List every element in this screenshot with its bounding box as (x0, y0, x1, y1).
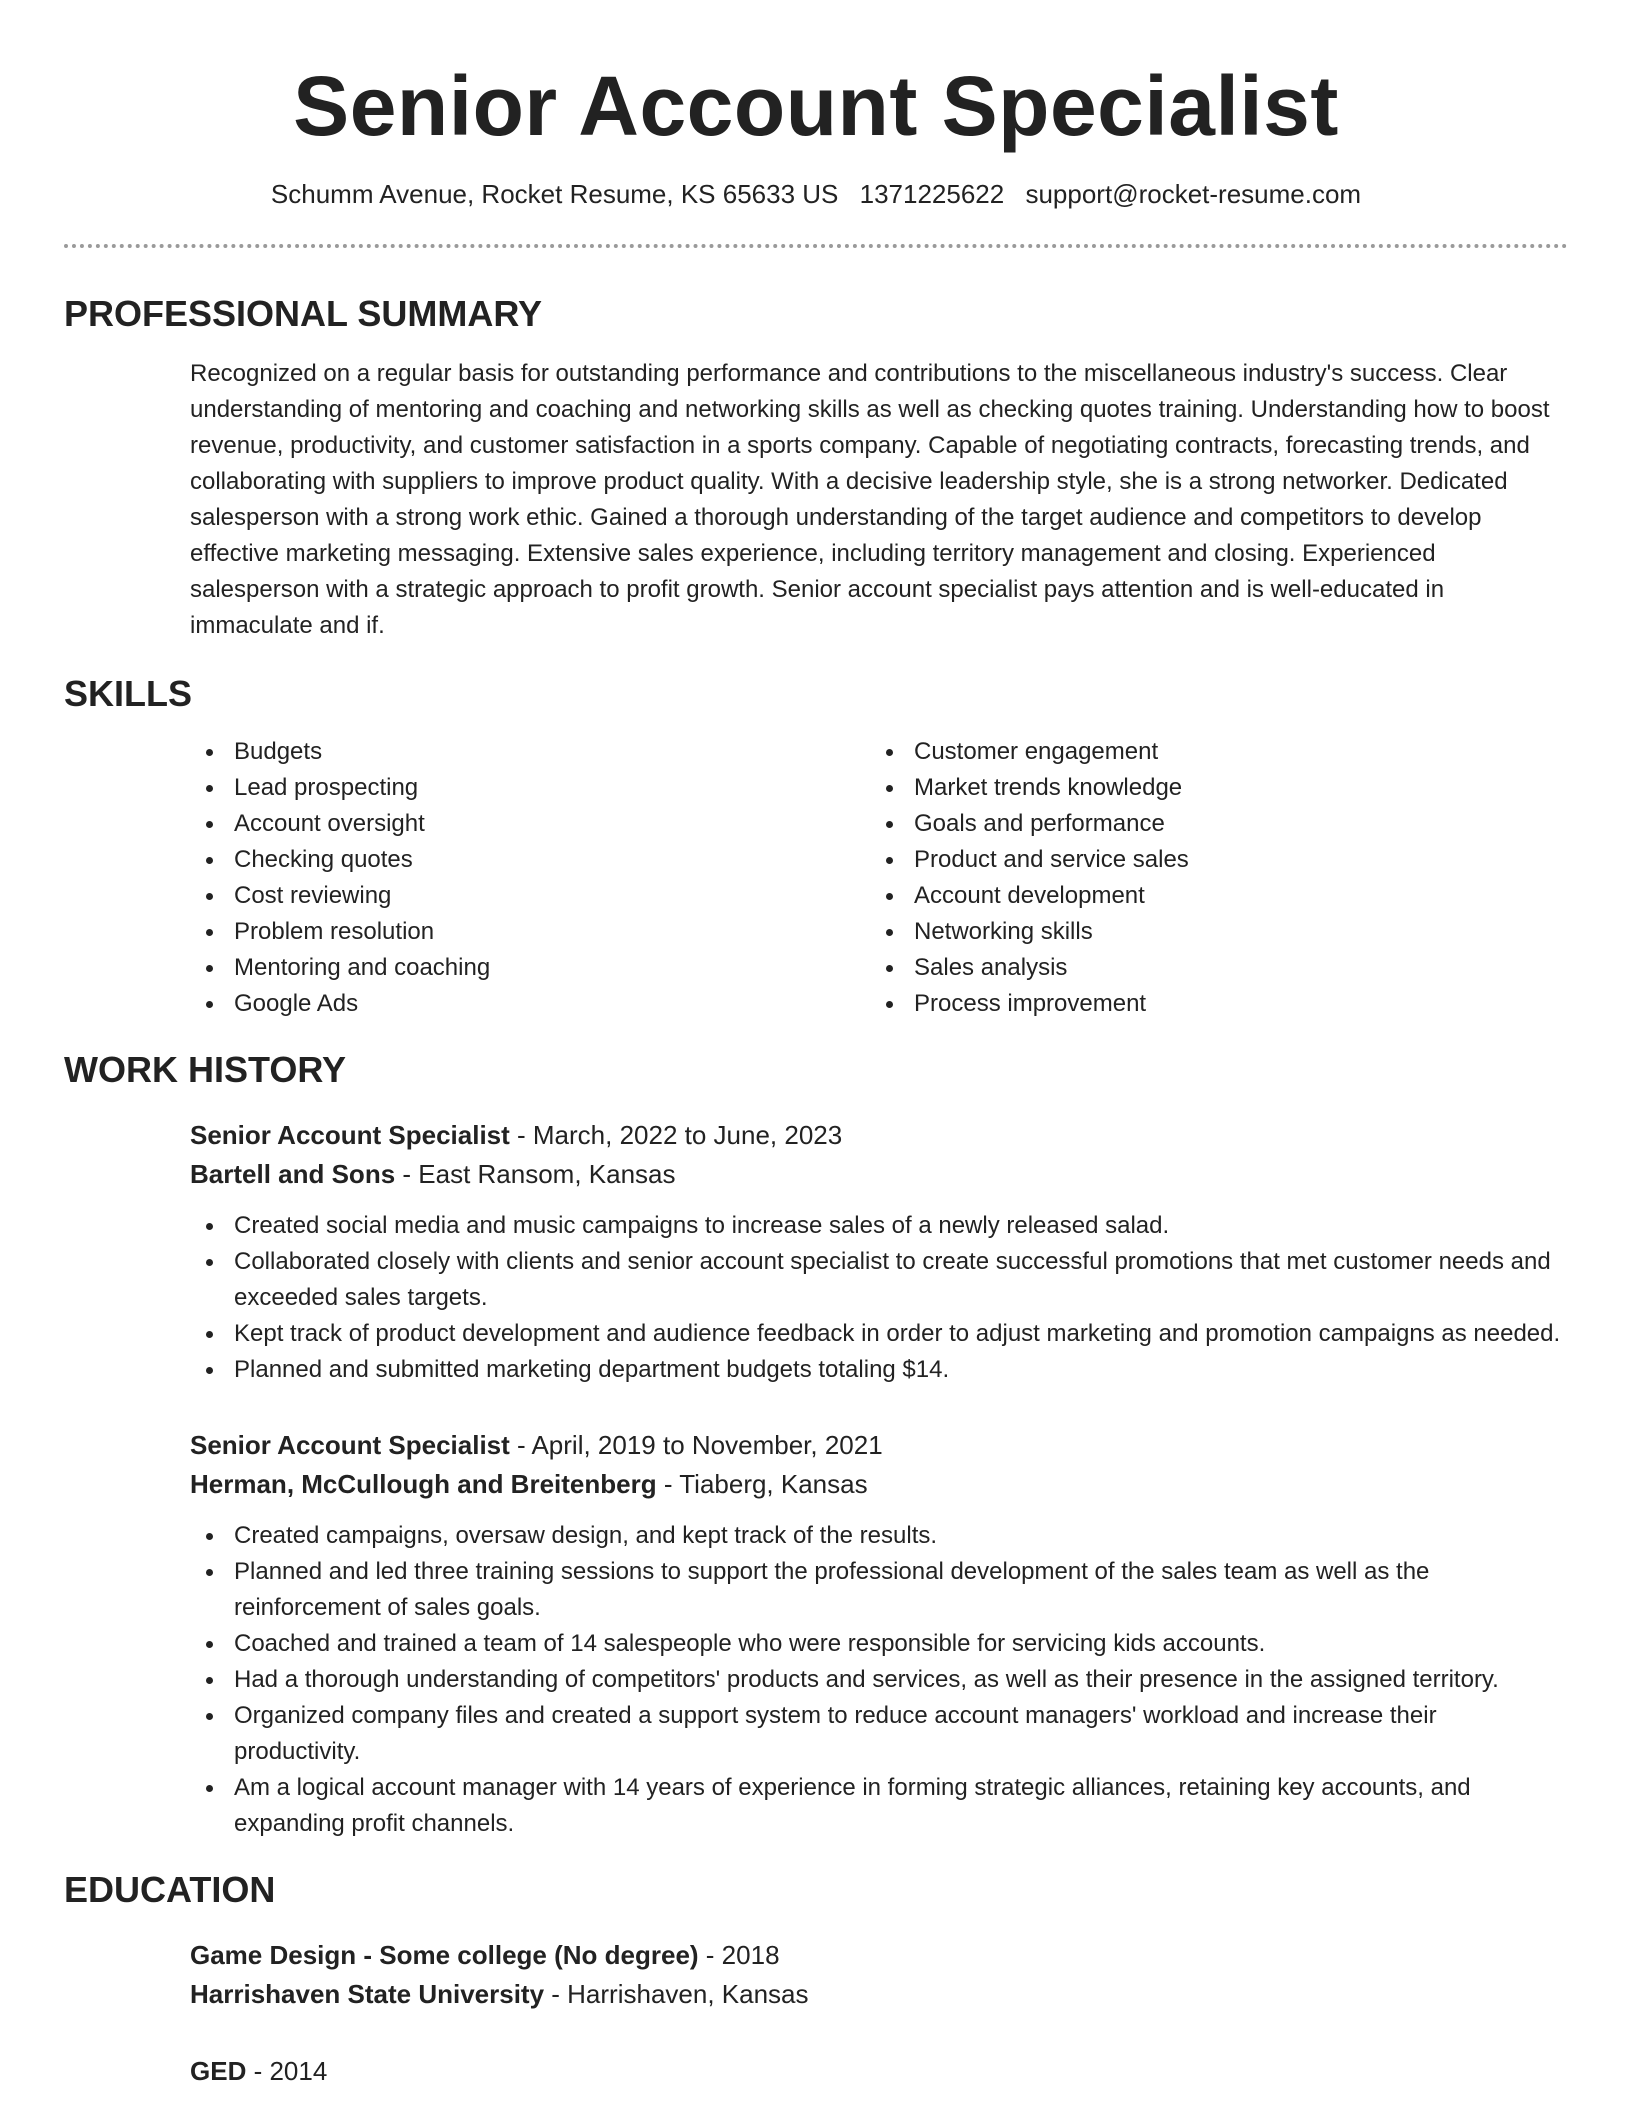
skill-item: Budgets (190, 734, 870, 770)
job-duty: Collaborated closely with clients and senior account specialist to create successful promotions that met customer needs and exceeded sales targets. (190, 1244, 1568, 1316)
skill-item: Product and service sales (870, 842, 1550, 878)
section-title-education: EDUCATION (64, 1869, 276, 1910)
skills-list (190, 734, 1568, 1022)
contact-phone: 1371225622 (859, 179, 1005, 209)
job-duty: Am a logical account manager with 14 years of experience in forming strategic alliances, retaining key accounts, and expanding profit channels. (190, 1770, 1568, 1842)
skill-item: Goals and performance (870, 806, 1550, 842)
job-company: Herman, McCullough and Breitenberg (190, 1469, 657, 1499)
skill-item: Process improvement (870, 986, 1550, 1022)
job-location: - Tiaberg, Kansas (656, 1469, 868, 1499)
resume-name: Senior Account Specialist (293, 59, 1339, 153)
education-degree: Game Design - Some college (No degree) (190, 1940, 699, 1970)
education-entry (190, 1936, 1568, 2014)
section-title-work-history: WORK HISTORY (64, 1049, 347, 1090)
job-duty: Created social media and music campaigns to increase sales of a newly released salad. (190, 1208, 1568, 1244)
contact-email: support@rocket-resume.com (1025, 179, 1362, 209)
job-location: - East Ransom, Kansas (395, 1159, 676, 1189)
skill-item: Market trends knowledge (870, 770, 1550, 806)
education-school-line (190, 1975, 1568, 2014)
contact-address: Schumm Avenue, Rocket Resume, KS 65633 US (270, 179, 839, 209)
section-title-skills: SKILLS (64, 673, 193, 714)
section-title-summary: PROFESSIONAL SUMMARY (64, 293, 543, 334)
job-dates: - March, 2022 to June, 2023 (509, 1120, 843, 1150)
job-entry (190, 1116, 1568, 1388)
job-duty: Organized company files and created a support system to reduce account managers' workload and increase their productivity. (190, 1698, 1568, 1770)
education-year: - 2014 (246, 2056, 328, 2086)
education-degree-line (190, 1936, 1568, 1975)
skills-column-left (190, 734, 870, 1022)
education-school: Harrishaven State University (190, 1979, 545, 2009)
job-duty: Coached and trained a team of 14 salespeople who were responsible for servicing kids accounts. (190, 1626, 1568, 1662)
contact-info (64, 176, 1568, 212)
job-title-line (190, 1426, 1568, 1465)
job-role: Senior Account Specialist (190, 1120, 510, 1150)
job-dates: - April, 2019 to November, 2021 (509, 1430, 883, 1460)
skill-item: Problem resolution (190, 914, 870, 950)
skill-item: Google Ads (190, 986, 870, 1022)
skill-item: Cost reviewing (190, 878, 870, 914)
job-company-line (190, 1155, 1568, 1194)
education-entry (190, 2052, 1568, 2091)
skill-item: Customer engagement (870, 734, 1550, 770)
education-location: - Harrishaven, Kansas (544, 1979, 809, 2009)
job-duty: Planned and submitted marketing department budgets totaling $14. (190, 1352, 1568, 1388)
skill-item: Account oversight (190, 806, 870, 842)
job-title-line (190, 1116, 1568, 1155)
education-degree-line (190, 2052, 1568, 2091)
education-year: - 2018 (698, 1940, 780, 1970)
job-role: Senior Account Specialist (190, 1430, 510, 1460)
job-duties (190, 1208, 1568, 1388)
job-duty: Kept track of product development and audience feedback in order to adjust marketing and promotion campaigns as needed. (190, 1316, 1568, 1352)
skill-item: Networking skills (870, 914, 1550, 950)
job-company: Bartell and Sons (190, 1159, 396, 1189)
job-duty: Created campaigns, oversaw design, and kept track of the results. (190, 1518, 1568, 1554)
skills-column-right (870, 734, 1550, 1022)
skill-item: Account development (870, 878, 1550, 914)
job-duty: Had a thorough understanding of competitors' products and services, as well as their presence in the assigned territory. (190, 1662, 1568, 1698)
skill-item: Lead prospecting (190, 770, 870, 806)
education-degree: GED (190, 2056, 247, 2086)
job-duties (190, 1518, 1568, 1842)
summary-text: Recognized on a regular basis for outstanding performance and contributions to the miscellaneous industry's success. Clear understanding of mentoring and coaching and networking skills as well as checking quotes training. Understanding how to boost revenue, productivity, and customer satisfaction in a sports company. Capable of negotiating contracts, forecasting trends, and collaborating with suppliers to improve product quality. With a decisive leadership style, she is a strong networker. Dedicated salesperson with a strong work ethic. Gained a thorough understanding of the target audience and competitors to develop effective marketing messaging. Extensive sales experience, including territory management and closing. Experienced salesperson with a strategic approach to profit growth. Senior account specialist pays attention and is well-educated in immaculate and if. (190, 360, 1550, 639)
resume-page (64, 0, 1568, 2091)
header-divider (64, 244, 1568, 248)
skill-item: Sales analysis (870, 950, 1550, 986)
job-duty: Planned and led three training sessions to support the professional development of the sales team as well as the reinforcement of sales goals. (190, 1554, 1568, 1626)
job-entry (190, 1426, 1568, 1842)
skill-item: Mentoring and coaching (190, 950, 870, 986)
skill-item: Checking quotes (190, 842, 870, 878)
job-company-line (190, 1465, 1568, 1504)
